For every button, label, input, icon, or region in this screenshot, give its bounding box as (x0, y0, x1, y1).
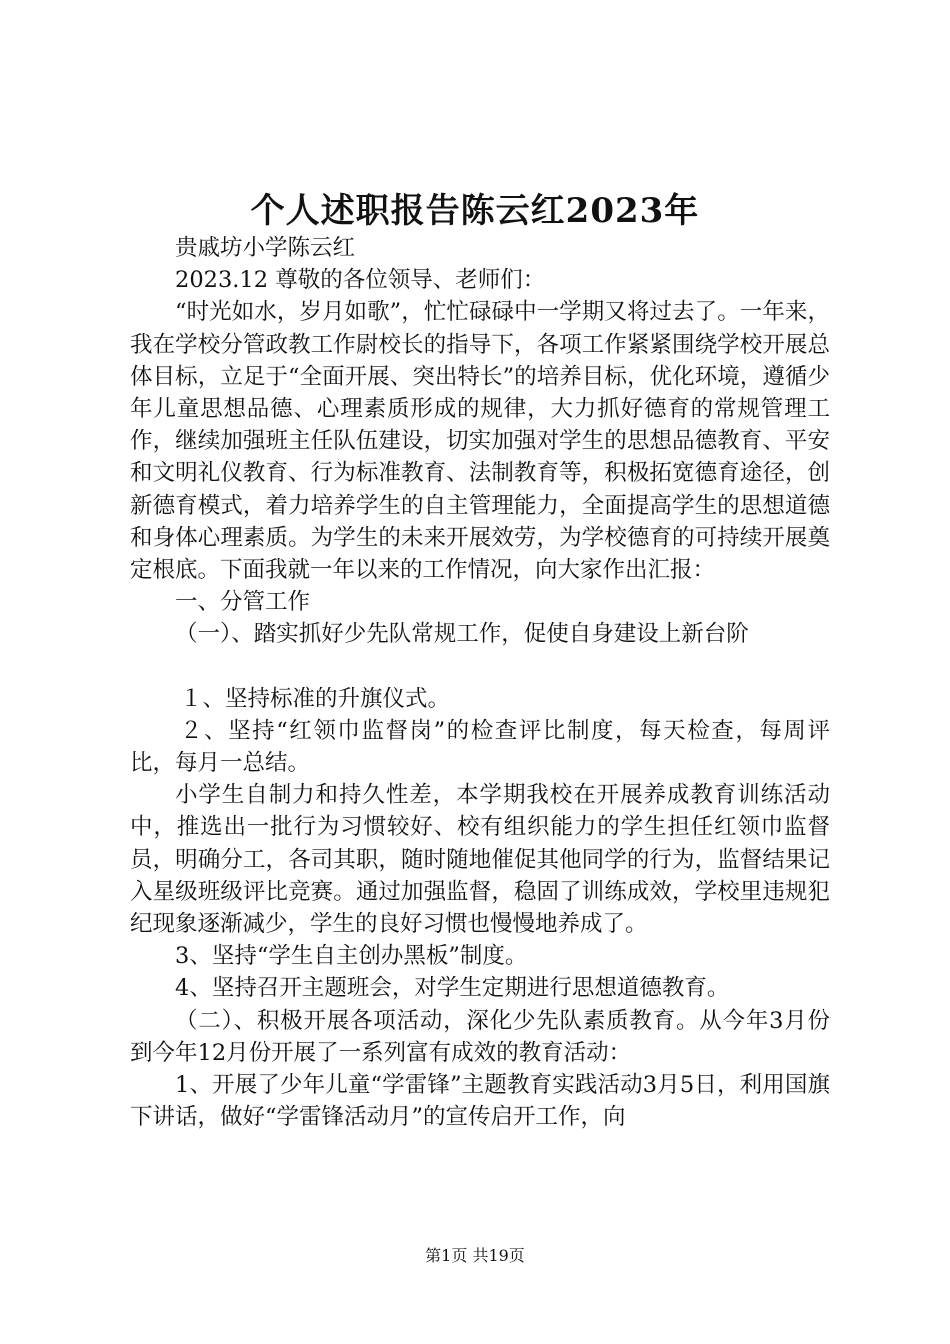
list-item-2: ２、坚持“红领巾监督岗”的检查评比制度，每天检查，每周评比，每月一总结。 (130, 717, 830, 777)
subsection-heading-2: （二）、积极开展各项活动，深化少先队素质教育。从今年3月份到今年12月份开展了一系列富有成效的教育活动： (130, 1007, 830, 1066)
date-greeting: 2023.12 尊敬的各位领导、老师们： (175, 267, 546, 294)
activity-paragraph-1: 1、开展了少年儿童“学雷锋”主题教育实践活动3月5日，利用国旗下讲话，做好“学雷锋活动月”的宣传启开工作，向 (130, 1072, 830, 1131)
list-item-3: 3、坚持“学生自主创办黑板”制度。 (175, 943, 528, 970)
intro-paragraph: “时光如水，岁月如歌”，忙忙碌碌中一学期又将过去了。一年来，我在学校分管政教工作尉校长的指导下，各项工作紧紧围绕学校开展总体目标，立足于“全面开展、突出特长”的培养目标，优化环境，遵循少年儿童思想品德、心理素质形成的规律，大力抓好德育的常规管理工作，继续加强班主任队伍建设，切实加强对学生的思想品德教育、平安和文明礼仪教育、行为标准教育、法制教育等，积极拓宽德育途径，创新德育模式，着力培养学生的自主管理能力，全面提高学生的思想道德和身体心理素质。为学生的未来开展效劳，为学校德育的可持续开展奠定根底。下面我就一年以来的工作情况，向大家作出汇报： (130, 299, 830, 584)
document-body (130, 232, 830, 1133)
subsection-heading-1: （一）、踏实抓好少先队常规工作，促使自身建设上新台阶 (175, 621, 749, 648)
list-item-1: １、坚持标准的升旗仪式。 (180, 685, 451, 712)
paragraph-gap (130, 651, 830, 683)
page-footer: 第1页 共19页 (425, 1246, 525, 1265)
monitor-paragraph: 小学生自制力和持久性差，本学期我校在开展养成教育训练活动中，推选出一批行为习惯较好、校有组织能力的学生担任红领巾监督员，明确分工，各司其职，随时随地催促其他同学的行为，监督结果记入星级班级评比竞赛。通过加强监督，稳固了训练成效，学校里违规犯纪现象逐渐减少，学生的良好习惯也慢慢地养成了。 (130, 782, 830, 938)
author-line: 贵戚坊小学陈云红 (175, 235, 356, 261)
section-heading-1: 一、分管工作 (175, 589, 311, 616)
list-item-4: 4、坚持召开主题班会，对学生定期进行思想道德教育。 (175, 975, 730, 1002)
document-title: 个人述职报告陈云红2023年 (250, 191, 700, 231)
